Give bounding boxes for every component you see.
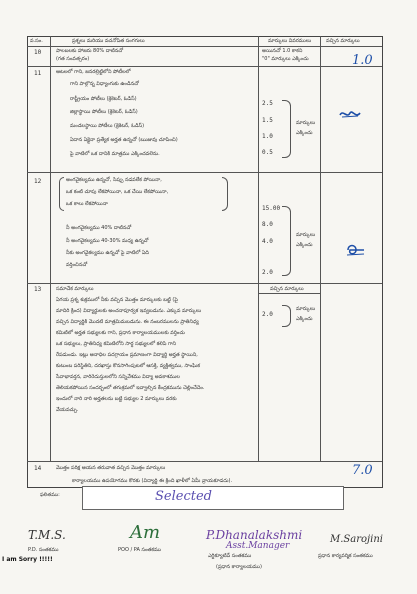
row-text-line: ఒక సభ్యులు, ప్రాతినిధ్య కమిటిలోని సార్ధ సభ్యులలో కలిపి గాని (56, 341, 176, 347)
row-number: 10 (34, 49, 42, 56)
office-note: కార్యాలయము ఉపయోగము కొరకు (విద్యార్థి ఈ క్రింది ఖాళీలో ఏమీ వ్రాయకూడదు). (72, 478, 233, 484)
row-text-line: రాష్ట్రీయం పోటీలు (క్రెకెటర్, ఓడిస్) (70, 96, 137, 102)
row-detail-line: "0" మార్కులు ఎక్కించు (262, 56, 309, 62)
detail-label: ఎక్కించు (296, 130, 313, 136)
row-divider (27, 283, 382, 284)
chief-role: ప్రధాన కార్యవర్మిక సంతకము (318, 553, 373, 559)
awarded-mark-12 (344, 242, 368, 258)
detail-value: 2.0 (262, 269, 273, 276)
row-number: 11 (34, 70, 42, 77)
row-text-line: ఇందులో నారి నారి అర్హతలను బట్టి సభ్యుల 2 మార్కులు వరకు (56, 396, 177, 402)
row-text-line: వచ్చిన విద్యార్థికి మొదటి మాత్రమిమబడును. ఈ నంబరములను ప్రాతినిధ్య (56, 319, 199, 325)
result-box (82, 486, 344, 510)
exec-signature: P.Dhanalakshmi (206, 528, 303, 542)
row-text-line: తెలియకపోయిన సందర్భంలో తగుశ్రమలో ఇవ్వాల్సిన కేంద్రకమును చెల్లించేదెం. (56, 385, 205, 391)
awarded-mark-11 (338, 108, 362, 120)
row-number: 12 (34, 178, 42, 185)
result-value: Selected (155, 489, 212, 504)
row-text-line: కుటుంబ పరిస్థితిని, దరఖాస్తు కొనసాగింపుటలో ఆసక్తి, వ్యక్తిత్వము, సాంఘిక (56, 363, 201, 369)
row-text-line: మాదిరి క్రింద) విద్యార్థులకు అంచనాపూర్వక ఇవ్వబడును. ఎక్కువ మార్కులు (56, 308, 202, 314)
footer-note: I am Sorry !!!!! (2, 556, 53, 563)
row-text-line: ఒక కాలు లేకపోయినా (66, 201, 108, 207)
header-marks-detail: మార్కులు వివరములు (268, 38, 312, 44)
row-text-line: రేపడుండు. ఇట్లు ఆనాధిల పదగ్రాయం ప్రమాణంగా విద్యార్థి అర్హత స్థాయిని, (56, 352, 198, 358)
row-text-line: పై వాటిలో ఒక దానికి మాత్రము ఎక్కించవలెను. (70, 151, 160, 157)
poo-signature: Am (130, 522, 161, 543)
row-number: 14 (34, 465, 42, 472)
row-text-line: నీ అంగవైకల్యము 40-30% మధ్య ఉన్నచో (66, 238, 149, 244)
exec-role: ఎగ్జిక్యూటివ్ సంతకము (208, 553, 252, 559)
row-number: 13 (34, 286, 42, 293)
detail-label: మార్కులు (296, 120, 316, 126)
detail-value: 1.5 (262, 117, 273, 124)
row-text-line: సేవాభావర్తన, వారిరెదుస్తులలోని సన్నివేశము విద్యా అవకాశముల (56, 374, 180, 380)
row-text-line: గాని పాల్గొన్న విధ్యాంగుకు ఉండినచో (70, 81, 139, 87)
exec-signature-title: Asst.Manager (226, 541, 290, 551)
row-divider (27, 66, 382, 67)
row-text-line: ఏగయ ప్రశ్న శుక్రములో నీకు వచ్చిన మొత్తం మార్కులకు బట్టి (పై (56, 297, 178, 303)
row-text-line: అంగవైకల్యము ఉన్నచో, సిప్పు నడవలేక పోయినా, (66, 177, 162, 183)
row-text-line: వేయవచ్చు. (56, 407, 79, 413)
brace (59, 177, 64, 211)
row-text-line: ఒక కంటి చూపు లేకపోయినా, ఒక చేయి లేకపోయినా, (66, 189, 169, 195)
detail-value: 1.0 (262, 133, 273, 140)
row-text-line: ఏదాన ఏక్షైనా ప్రత్యేక అర్హత ఉన్నచో (ఋజువు చూపించి) (70, 137, 178, 143)
header-awarded: వచ్చిన మార్కులు (326, 38, 360, 44)
pd-signature: T.M.S. (28, 528, 66, 542)
row-text-line: ఆటలలో గాని, జనరల్రిట్టిలోని పోటీలలో (56, 69, 131, 75)
row-text-line: పాలబలకు హాజరు 80% దాటినచో (56, 48, 124, 54)
row-text-line: జిల్లాస్థాయి పోటీలు (క్రెకెటర్, ఓడిస్) (70, 109, 138, 115)
detail-value: 15.00 (262, 205, 281, 212)
row-divider (27, 461, 382, 462)
brace (282, 206, 291, 276)
row-text-line: నీకు అంగవైకల్యము ఉన్నచో పై వాటిలో ఏది (66, 250, 149, 256)
brace (282, 305, 291, 327)
poo-role: POO / PA సంతకము (118, 547, 162, 553)
row-text-line: కమిటిలో అర్హత సభ్యులకు గాని, ప్రధాన కార్యాలయములకు వర్తించు (56, 330, 185, 336)
detail-value: 4.0 (262, 238, 273, 245)
awarded-mark-10: 1.0 (352, 53, 373, 68)
result-label: ఫలితము: (40, 492, 60, 498)
row-divider (27, 46, 382, 47)
detail-value: 8.0 (262, 221, 273, 228)
detail-label: ఎక్కించు (296, 316, 313, 322)
detail-label: ఎక్కించు (296, 242, 313, 248)
detail-label: మార్కులు (296, 306, 316, 312)
brace (222, 177, 228, 211)
awarded-mark-14: 7.0 (352, 463, 373, 478)
subheader: వచ్చిన మార్కులు (270, 286, 304, 292)
detail-value: 2.0 (262, 311, 273, 318)
chief-signature: M.Sarojini (330, 534, 383, 545)
detail-value: 0.5 (262, 149, 273, 156)
row-divider (27, 172, 382, 173)
role-subtitle: (ప్రధాన కార్యాలయము) (216, 564, 262, 570)
section-title: సమాచేక మార్కులు (56, 286, 94, 292)
pd-role: P.D. సంతకము (28, 547, 59, 553)
col-divider (50, 36, 51, 461)
row-text-line: వర్తించినచో (66, 262, 88, 268)
row-detail-line: అయినచో 1.0 కాకని (262, 48, 303, 54)
row-text-line: మొత్తం పరిక్ష ఆయన తరువాత వచ్చిన మొత్తం మార్కులు (56, 465, 166, 471)
col-divider (320, 36, 321, 461)
row-text-line: (గత సంవత్సరం) (56, 56, 90, 62)
row-text-line: మండలస్థాయి పోటీలు (క్రెకెటర్, ఓడిస్) (70, 123, 145, 129)
detail-value: 2.5 (262, 100, 273, 107)
header-sno: వ.సం. (30, 38, 43, 44)
col-divider (258, 36, 259, 461)
header-questions: ప్రశ్నలు మరియు వచనోపిత సంగగులు (72, 38, 145, 44)
brace (282, 100, 291, 158)
detail-label: మార్కులు (296, 232, 316, 238)
row-text-line: నీ అంగవైకల్యము 40% దాటినచో (66, 225, 132, 231)
